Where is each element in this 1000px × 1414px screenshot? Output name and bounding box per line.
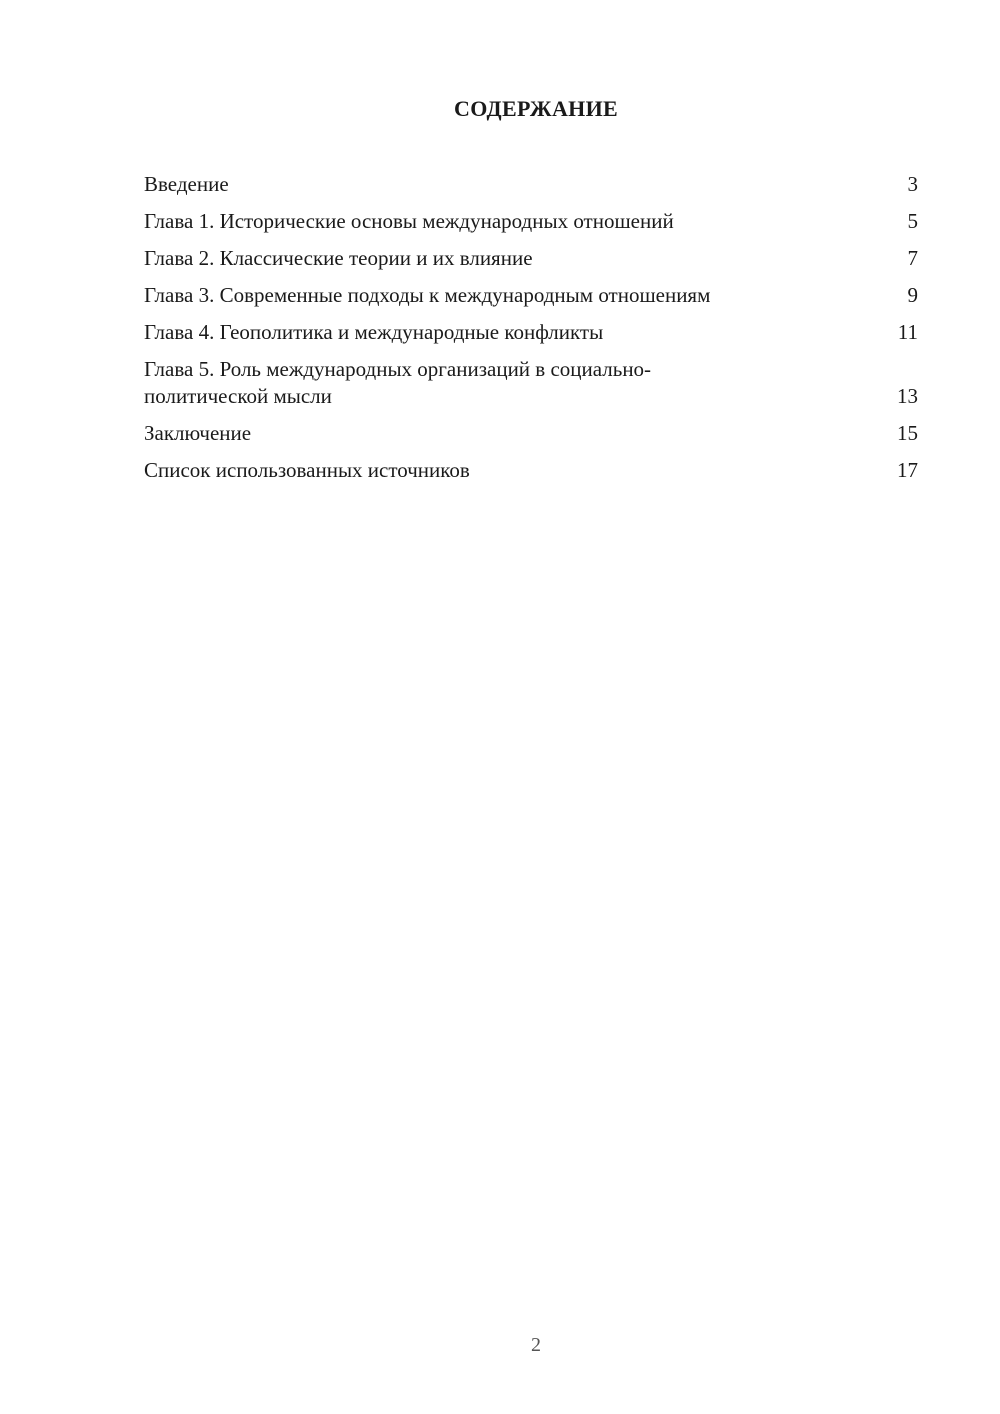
toc-entry [144,208,918,235]
toc-entry-page: 9 [907,283,918,307]
toc-entry-label: Введение [144,172,229,196]
toc-entry-label: Список использованных источников [144,458,470,482]
toc-entry [144,356,918,410]
toc-entry-label: Глава 2. Классические теории и их влияние [144,246,533,270]
page-number: 2 [531,1334,541,1356]
toc-entry-page: 13 [897,384,918,408]
toc-entry [144,319,918,346]
toc-entry-page: 5 [907,209,918,233]
toc-entry [144,420,918,447]
toc-entry-label: Глава 1. Исторические основы международных отношений [144,209,674,233]
toc-entry [144,245,918,272]
toc-entry-label: Глава 4. Геополитика и международные конфликты [144,320,604,344]
toc-title: СОДЕРЖАНИЕ [454,96,618,121]
toc-entry-page: 7 [907,246,918,270]
toc-entry-page: 15 [897,421,918,445]
toc-entry-page: 3 [907,172,918,196]
toc-entry-label: Заключение [144,421,252,445]
table-of-contents [144,171,918,494]
toc-entry-label: Глава 3. Современные подходы к международным отношениям [144,283,711,307]
toc-entry-label: Глава 5. Роль международных организаций в социально-политической мысли [144,357,652,408]
toc-entry-page: 11 [897,320,918,344]
toc-entry [144,282,918,309]
toc-entry-page: 17 [897,458,918,482]
toc-entry [144,171,918,198]
toc-entry [144,457,918,484]
